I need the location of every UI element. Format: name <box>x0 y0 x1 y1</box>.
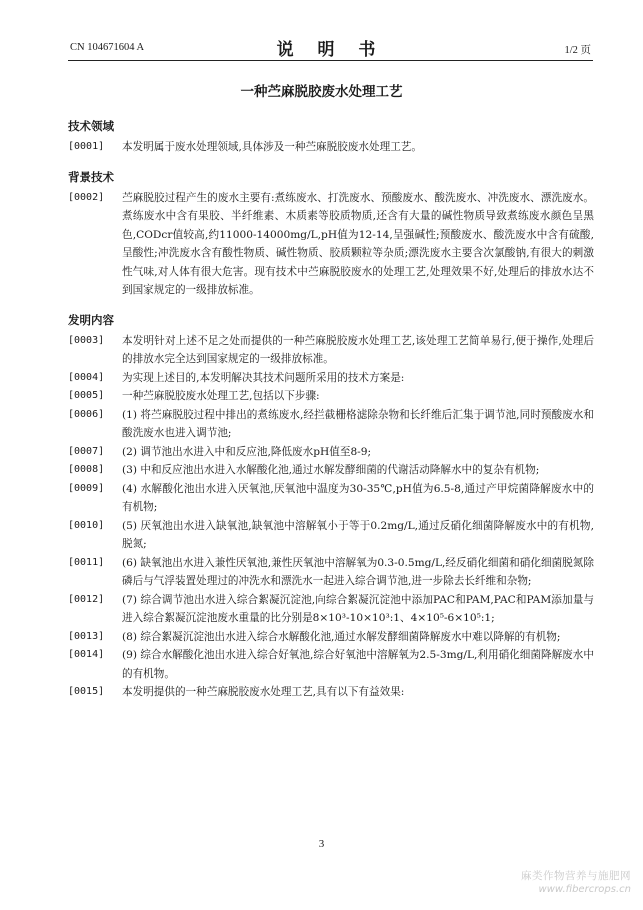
paragraph-number: [0001] <box>68 141 105 152</box>
paragraph-text: (4) 水解酸化池出水进入厌氧池,厌氧池中温度为30-35℃,pH值为6.5-8,通过产甲烷菌降解废水中的有机物; <box>122 482 594 513</box>
section-heading: 背景技术 <box>68 169 114 184</box>
paragraph-text: (8) 综合絮凝沉淀池出水进入综合水解酸化池,通过水解发酵细菌降解废水中难以降解的有机物; <box>122 630 561 643</box>
paragraph-text: (9) 综合水解酸化池出水进入综合好氧池,综合好氧池中溶解氧为2.5-3mg/L,利用硝化细菌降解废水中的有机物。 <box>122 649 594 680</box>
section-heading: 发明内容 <box>68 312 114 327</box>
paragraph-text: (7) 综合调节池出水进入综合絮凝沉淀池,向综合絮凝沉淀池中添加PAC和PAM,PAC和PAM添加量与进入综合絮凝沉淀池废水重量的比分别是8×10³-10×10³:1、4×10⁵-6×10⁵:1; <box>122 593 594 624</box>
paragraph-number: [0010] <box>68 519 105 531</box>
paragraph <box>68 461 594 480</box>
watermark-url: www.fibercrops.cn <box>538 884 631 895</box>
paragraph <box>68 646 594 683</box>
paragraph <box>68 138 594 157</box>
paragraph-text: 苎麻脱胶过程产生的废水主要有:煮练废水、打洗废水、预酸废水、酸洗废水、冲洗废水、漂洗废水。煮练废水中含有果胶、半纤维素、木质素等胶质物质,还含有大量的碱性物质导致煮练废水颜色呈黑色,CODcr值较高,约11000-14000mg/L,pH值为12-14,呈强碱性;预酸废水、酸洗废水中含有硫酸,呈酸性;冲洗废水含有酸性物质、碱性物质、胶质颗粒等杂质;漂洗废水主要含次氯酸钠,有很大的刺激性气味,对人体有很大危害。现有技术中苎麻脱胶废水的处理工艺,处理效果不好,处理后的排放水达不到国家规定的一级排放标准。 <box>122 191 594 296</box>
paragraph-number: [0015] <box>68 686 105 697</box>
paragraph-text: (2) 调节池出水进入中和反应池,降低废水pH值至8-9; <box>122 445 372 458</box>
page-indicator: 1/2 页 <box>564 45 591 56</box>
paragraph-number: [0002] <box>68 191 105 203</box>
paragraph <box>68 517 594 554</box>
paragraph <box>68 554 594 591</box>
paragraph-number: [0005] <box>68 390 105 401</box>
watermark <box>521 870 631 896</box>
paragraph <box>68 480 594 517</box>
section-spacer <box>68 157 594 169</box>
paragraph-text: 本发明针对上述不足之处而提供的一种苎麻脱胶废水处理工艺,该处理工艺简单易行,便于操作,处理后的排放水完全达到国家规定的一级排放标准。 <box>122 334 594 365</box>
paragraph-number: [0011] <box>68 556 105 568</box>
document-title: 一种苎麻脱胶废水处理工艺 <box>240 84 403 100</box>
paragraph <box>68 683 594 702</box>
paragraph-number: [0008] <box>68 464 105 475</box>
paragraph-number: [0003] <box>68 334 105 346</box>
paragraph <box>68 591 594 628</box>
paragraph-number: [0014] <box>68 649 105 660</box>
section-heading: 技术领域 <box>68 119 114 133</box>
paragraph <box>68 628 594 647</box>
paragraph-text: 本发明提供的一种苎麻脱胶废水处理工艺,具有以下有益效果: <box>122 686 405 698</box>
document-type: 说 明 书 <box>276 40 385 60</box>
paragraph-number: [0007] <box>68 445 105 457</box>
paragraph <box>68 406 594 443</box>
paragraph-text: (5) 厌氧池出水进入缺氧池,缺氧池中溶解氧小于等于0.2mg/L,通过反硝化细菌降解废水中的有机物,脱氮; <box>122 519 594 550</box>
paragraph <box>68 189 594 300</box>
paragraph-text: 本发明属于废水处理领域,具体涉及一种苎麻脱胶废水处理工艺。 <box>122 141 422 153</box>
paragraph-text: (1) 将苎麻脱胶过程中排出的煮练废水,经拦截栅格滤除杂物和长纤维后汇集于调节池,同时预酸废水和酸洗废水也进入调节池; <box>122 408 594 439</box>
paragraph-text: 一种苎麻脱胶废水处理工艺,包括以下步骤: <box>122 390 320 402</box>
paragraph <box>68 387 594 406</box>
paragraph <box>68 369 594 388</box>
patent-number: CN 104671604 A <box>70 42 145 53</box>
paragraph-number: [0009] <box>68 482 105 494</box>
paragraph-number: [0012] <box>68 593 105 605</box>
paragraph-number: [0013] <box>68 630 105 642</box>
watermark-text: 麻类作物营养与施肥网 <box>521 870 631 882</box>
document-body <box>68 118 594 702</box>
paragraph-text: (6) 缺氧池出水进入兼性厌氧池,兼性厌氧池中溶解氧为0.3-0.5mg/L,经反硝化细菌和硝化细菌脱氮除磷后与气浮装置处理过的冲洗水和漂洗水一起进入综合调节池,进一步除去长纤维和杂物; <box>122 556 594 587</box>
paragraph <box>68 332 594 369</box>
paragraph-number: [0004] <box>68 371 105 383</box>
section-spacer <box>68 300 594 312</box>
page-header <box>68 34 593 61</box>
paragraph-text: (3) 中和反应池出水进入水解酸化池,通过水解发酵细菌的代谢活动降解水中的复杂有机物; <box>122 464 540 476</box>
page-number: 3 <box>318 838 325 850</box>
paragraph-number: [0006] <box>68 408 105 420</box>
paragraph-text: 为实现上述目的,本发明解决其技术问题所采用的技术方案是: <box>122 371 405 384</box>
paragraph <box>68 443 594 462</box>
